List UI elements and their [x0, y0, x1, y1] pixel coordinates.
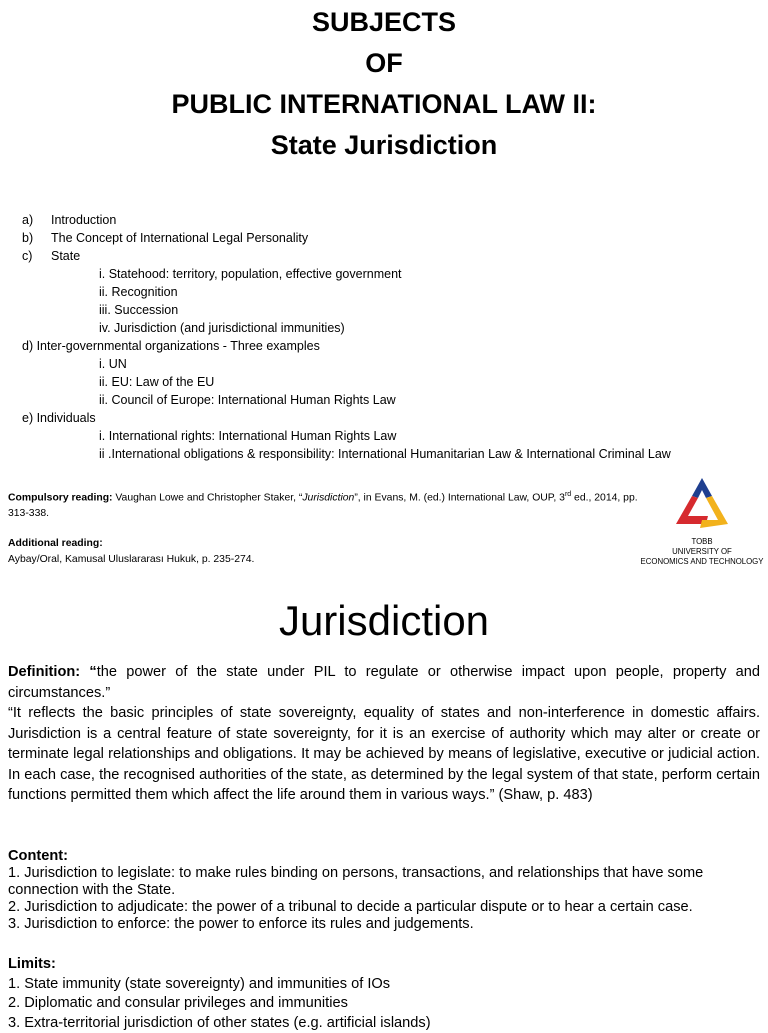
outline-item-text: ii. EU: Law of the EU	[99, 375, 214, 389]
outline-item	[22, 445, 762, 463]
compulsory-reading-text: Vaughan Lowe and Christopher Staker, “	[113, 492, 303, 503]
compulsory-reading-source: ”, in Evans, M. (ed.) International Law, OUP, 3	[354, 492, 565, 503]
limits-label: Limits:	[8, 956, 56, 972]
outline-item-text: Introduction	[51, 213, 116, 227]
logo-line-1: TOBB	[636, 537, 768, 547]
outline-item-text: ii. Council of Europe: International Human Rights Law	[99, 393, 396, 407]
section-heading: Jurisdiction	[0, 592, 768, 650]
definition-paragraph	[8, 662, 760, 703]
title-line-3: PUBLIC INTERNATIONAL LAW II:	[0, 84, 768, 125]
title-line-1: SUBJECTS	[0, 2, 768, 43]
definition-quote: the power of the state under PIL to regulate or otherwise impact upon people, property and circumstances.”	[8, 664, 760, 701]
limits-block	[8, 955, 760, 1033]
outline-item	[22, 373, 762, 391]
outline-item-label: a)	[22, 211, 51, 229]
content-item-2: 2. Jurisdiction to adjudicate: the power of a tribunal to decide a particular dispute or to hear a certain case.	[8, 899, 760, 916]
content-block	[8, 848, 760, 933]
outline-item	[22, 229, 762, 247]
document-title	[0, 2, 768, 166]
outline-item-text: The Concept of International Legal Personality	[51, 231, 308, 245]
additional-reading-label: Additional reading:	[8, 538, 103, 549]
university-logo	[636, 474, 768, 574]
content-label: Content:	[8, 848, 68, 864]
outline-item-text: State	[51, 249, 80, 263]
outline-item	[22, 283, 762, 301]
content-item-3: 3. Jurisdiction to enforce: the power to enforce its rules and judgements.	[8, 916, 760, 933]
outline-item-text: ii. Recognition	[99, 285, 178, 299]
limits-item-2: 2. Diplomatic and consular privileges and immunities	[8, 994, 760, 1014]
additional-reading-text: Aybay/Oral, Kamusal Uluslararası Hukuk, p. 235-274.	[8, 552, 638, 568]
outline-item	[22, 391, 762, 409]
outline-item-text: e) Individuals	[22, 411, 96, 425]
limits-item-3: 3. Extra-territorial jurisdiction of other states (e.g. artificial islands)	[8, 1014, 760, 1033]
outline-item-text: d) Inter-governmental organizations - Three examples	[22, 339, 320, 353]
content-item-1: 1. Jurisdiction to legislate: to make rules binding on persons, transactions, and relationships that have some connection with the State.	[8, 865, 760, 899]
outline-item	[22, 211, 762, 229]
outline-item	[22, 337, 762, 355]
course-outline	[22, 211, 762, 463]
reading-list	[8, 487, 638, 568]
tobb-logo-icon	[672, 474, 732, 534]
outline-item	[22, 355, 762, 373]
outline-item-text: i. Statehood: territory, population, effective government	[99, 267, 402, 281]
compulsory-reading-pages: ed., 2014, pp. 313-338.	[8, 492, 638, 519]
logo-line-2: UNIVERSITY OF	[636, 547, 768, 557]
outline-item	[22, 409, 762, 427]
definition-block	[8, 662, 760, 806]
title-line-4: State Jurisdiction	[0, 125, 768, 166]
title-line-2: OF	[0, 43, 768, 84]
outline-item-text: i. International rights: International Human Rights Law	[99, 429, 396, 443]
compulsory-reading-sup: rd	[565, 491, 571, 498]
compulsory-reading	[8, 487, 638, 522]
outline-item-text: ii .International obligations & responsibility: International Humanitarian Law & International Criminal Law	[99, 447, 671, 461]
outline-item	[22, 301, 762, 319]
outline-item-label: c)	[22, 247, 51, 265]
outline-item	[22, 247, 762, 265]
logo-line-3: ECONOMICS AND TECHNOLOGY	[636, 557, 768, 567]
definition-label: Definition: “	[8, 664, 97, 680]
outline-item-text: i. UN	[99, 357, 127, 371]
outline-item-text: iii. Succession	[99, 303, 178, 317]
limits-item-1: 1. State immunity (state sovereignty) and immunities of IOs	[8, 975, 760, 995]
outline-item	[22, 319, 762, 337]
outline-item-label: b)	[22, 229, 51, 247]
shaw-quote: “It reflects the basic principles of state sovereignty, equality of states and non-interference in domestic affairs. Jurisdiction is a central feature of state sovereignty, for it is an exercise of authority which may alter or create or terminate legal relationships and obligations. It may be achieved by means of legislative, executive or judicial action. In each case, the recognised authorities of the state, as determined by the legal system of that state, perform certain functions permitted them which affect the life around them in various ways.” (Shaw, p. 483)	[8, 703, 760, 806]
compulsory-reading-title: Jurisdiction	[302, 492, 354, 503]
outline-item-text: iv. Jurisdiction (and jurisdictional immunities)	[99, 321, 345, 335]
outline-item	[22, 265, 762, 283]
outline-item	[22, 427, 762, 445]
compulsory-reading-label: Compulsory reading:	[8, 492, 113, 503]
